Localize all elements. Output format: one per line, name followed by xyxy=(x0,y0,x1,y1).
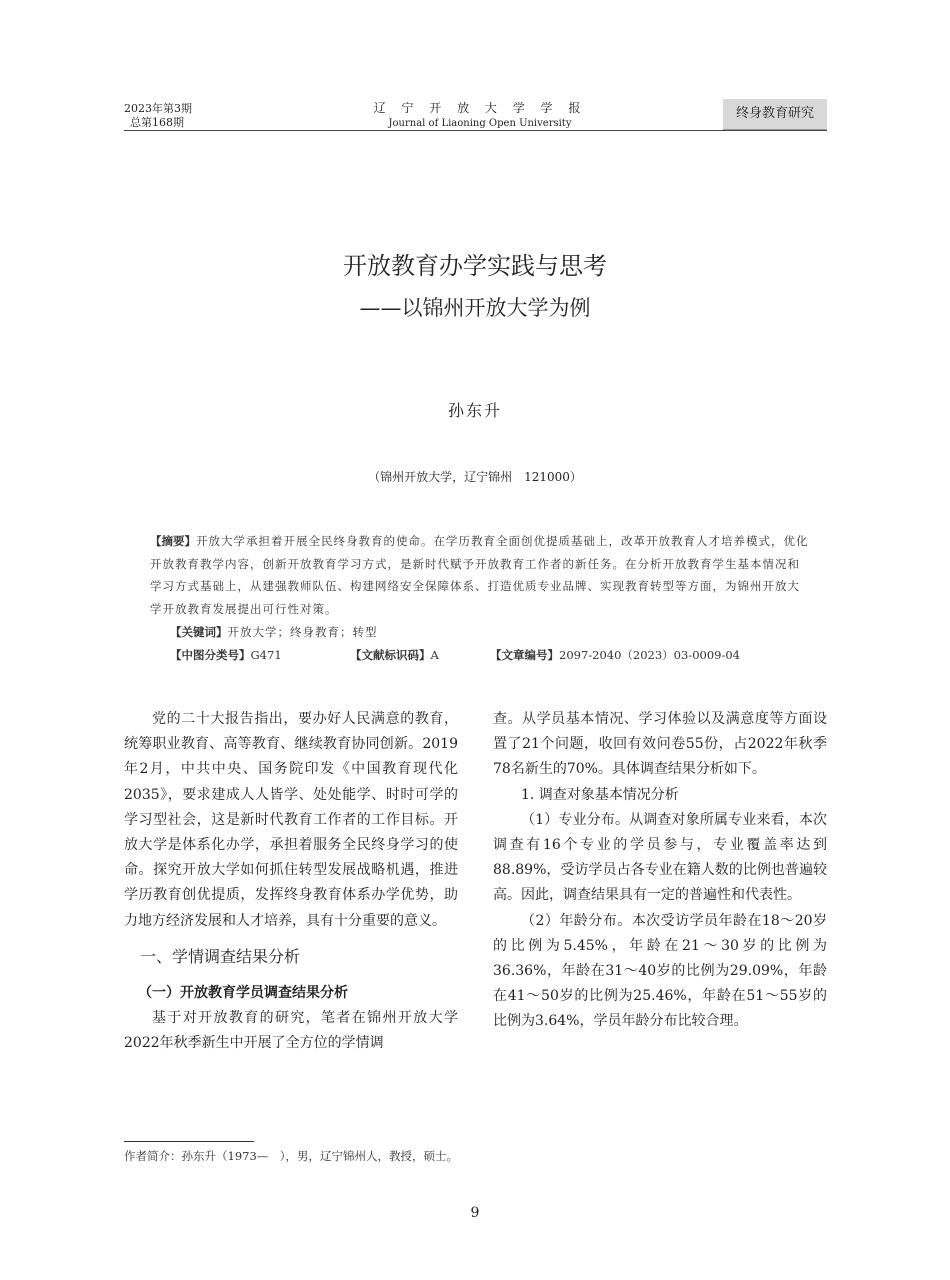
journal-name-en: Journal of Liaoning Open University xyxy=(388,118,572,129)
footnote-divider xyxy=(124,1141,254,1142)
body-paragraph-continued: 查。从学员基本情况、学习体验以及满意度等方面设置了21个问题，收回有效问卷55份，占2022年秋季78名新生的70%。具体调查结果分析如下。 xyxy=(493,711,827,778)
section-heading: 一、学情调查结果分析 xyxy=(140,946,301,966)
body-paragraph: （2）年龄分布。本次受访学员年龄在18～20岁的比例为5.45%，年龄在21～30岁的比例为36.36%，年龄在31～40岁的比例为29.09%，年龄在41～50岁的比例为25.46%，年龄在51～55岁的比例为3.64%，学员年龄分布比较合理。 xyxy=(493,912,827,1030)
journal-name-cn: 辽 宁 开 放 大 学 学 报 xyxy=(373,101,587,115)
body-paragraph: （1）专业分布。从调查对象所属专业来看，本次调查有16个专业的学员参与，专业覆盖率达到88.89%，受访学员占各专业在籍人数的比例也普遍较高。因此，调查结果具有一定的普遍性和代表性。 xyxy=(493,811,827,904)
article-subtitle: ——以锦州开放大学为例 xyxy=(359,296,591,320)
clc-value: G471 xyxy=(250,648,282,662)
abstract-label: 【摘要】 xyxy=(150,534,196,548)
keywords xyxy=(170,624,378,640)
body-paragraph: 基于对开放教育的研究，笔者在锦州开放大学2022年秋季新生中开展了全方位的学情调 xyxy=(124,1009,458,1052)
clc-label: 【中图分类号】 xyxy=(170,648,251,662)
doc-value: A xyxy=(430,648,439,662)
article-label: 【文章编号】 xyxy=(490,648,559,662)
doc-code xyxy=(350,647,439,663)
item-heading: 1. 调查对象基本情况分析 xyxy=(521,786,679,803)
author-name: 孙东升 xyxy=(447,401,502,420)
header-divider xyxy=(124,130,827,131)
author-affiliation: （锦州开放大学，辽宁锦州 121000） xyxy=(368,470,582,484)
keywords-label: 【关键词】 xyxy=(170,625,228,639)
page-number: 9 xyxy=(470,1205,480,1221)
subsection-heading: （一）开放教育学员调查结果分析 xyxy=(138,984,348,1001)
keywords-text: 开放大学；终身教育；转型 xyxy=(227,625,378,639)
section-badge: 终身教育研究 xyxy=(723,99,827,130)
abstract-text: 开放大学承担着开展全民终身教育的使命。在学历教育全面创优提质基础上，改革开放教育人才培养模式，优化开放教育教学内容，创新开放教育学习方式，是新时代赋予开放教育工作者的新任务。在分析开放教育学生基本情况和学习方式基础上，从建强教师队伍、构建网络安全保障体系、打造优质专业品牌、实现教育转型等方面，为锦州开放大学开放教育发展提出可行性对策。 xyxy=(150,534,809,616)
article-title: 开放教育办学实践与思考 xyxy=(343,252,607,280)
intro-paragraph: 党的二十大报告指出，要办好人民满意的教育，统筹职业教育、高等教育、继续教育协同创新。2019年2月，中共中央、国务院印发《中国教育现代化2035》，要求建成人人皆学、处处能学、时时可学的学习型社会，这是新时代教育工作者的工作目标。开放大学是体系化办学，承担着服务全民终身学习的使命。探究开放大学如何抓住转型发展战略机遇，推进学历教育创优提质，发挥终身教育体系办学优势，助力地方经济发展和人才培养，具有十分重要的意义。 xyxy=(124,711,458,929)
article-number xyxy=(490,647,740,663)
body-left-column xyxy=(124,707,458,1056)
issue-info xyxy=(124,102,192,130)
abstract xyxy=(150,530,810,620)
journal-name xyxy=(330,101,630,131)
body-right-column xyxy=(493,707,827,1035)
issue-number: 2023年第3期 xyxy=(124,102,192,115)
author-footnote: 作者简介：孙东升（1973— ），男，辽宁锦州人，教授，硕士。 xyxy=(124,1149,459,1163)
clc-number xyxy=(170,647,282,663)
article-value: 2097-2040（2023）03-0009-04 xyxy=(559,648,740,662)
doc-label: 【文献标识码】 xyxy=(350,648,431,662)
total-issue-number: 总第168期 xyxy=(130,116,184,129)
